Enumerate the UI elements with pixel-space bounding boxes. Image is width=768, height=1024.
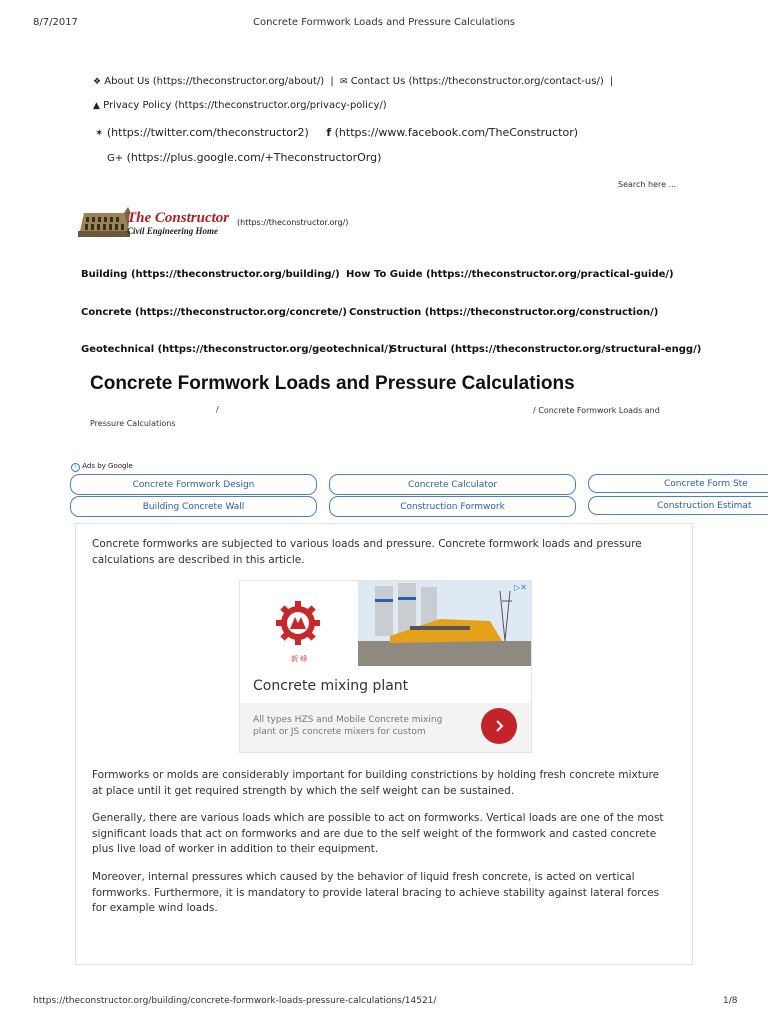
ad-pill[interactable]: Concrete Form Ste bbox=[588, 474, 768, 493]
logo-link[interactable]: (https://theconstructor.org/) bbox=[237, 218, 349, 227]
nav-building[interactable]: Building (https://theconstructor.org/building/) bbox=[81, 269, 340, 280]
ad-description: All types HZS and Mobile Concrete mixing plant or JS concrete mixers for custom bbox=[253, 715, 443, 737]
colosseum-icon bbox=[78, 207, 130, 239]
google-plus-icon: G+ bbox=[107, 153, 124, 164]
logo-image[interactable] bbox=[78, 207, 130, 239]
breadcrumb-sep: / bbox=[216, 405, 219, 414]
facebook-link[interactable]: (https://www.facebook.com/TheConstructor) bbox=[334, 126, 579, 139]
page-number: 1/8 bbox=[723, 996, 738, 1006]
ad-brand-text: 新 峰 bbox=[291, 655, 308, 663]
contact-link[interactable]: Contact Us (https://theconstructor.org/contact-us/) bbox=[350, 76, 604, 87]
print-url: https://theconstructor.org/building/concrete-formwork-loads-pressure-calculations/14521/ bbox=[33, 996, 437, 1006]
print-date: 8/7/2017 bbox=[33, 17, 78, 28]
nav-howto[interactable]: How To Guide (https://theconstructor.org/practical-guide/) bbox=[346, 269, 674, 280]
ad-info-icon: i bbox=[71, 463, 80, 472]
breadcrumb-current: / Concrete Formwork Loads and bbox=[533, 406, 660, 415]
top-links-row2 bbox=[93, 100, 387, 111]
twitter-link[interactable]: (https://twitter.com/theconstructor2) bbox=[106, 126, 309, 139]
ad-arrow-button[interactable] bbox=[481, 708, 517, 744]
ad-choices-icon[interactable]: ▷✕ bbox=[514, 583, 527, 592]
top-links-row1: ❖ About Us (https://theconstructor.org/about/) | ✉ Contact Us (https://theconstructor.org/contact-us/) | bbox=[93, 76, 614, 87]
nav-concrete[interactable]: Concrete (https://theconstructor.org/concrete/) bbox=[81, 307, 347, 318]
breadcrumb-current-cont: Pressure Calculations bbox=[90, 419, 176, 428]
paragraph: Moreover, internal pressures which caused by the behavior of liquid fresh concrete, is acted on vertical formworks. Furthermore, it is mandatory to provide lateral bracing to achieve stability against lateral forces for example wind loads. bbox=[92, 871, 660, 914]
search-input[interactable]: Search here ... bbox=[618, 180, 677, 189]
facebook-icon: f bbox=[326, 126, 332, 139]
print-title: Concrete Formwork Loads and Pressure Calculations bbox=[252, 17, 516, 28]
google-row bbox=[107, 151, 381, 164]
ads-label: i Ads by Google bbox=[71, 462, 133, 472]
ad-pill[interactable]: Concrete Calculator bbox=[329, 474, 576, 495]
paragraph: Concrete formworks are subjected to various loads and pressure. Concrete formwork loads and pressure calculations are described in this article. bbox=[92, 538, 642, 566]
logo-name[interactable]: The Constructor bbox=[127, 210, 230, 226]
page-title: Concrete Formwork Loads and Pressure Calculations bbox=[90, 373, 575, 394]
about-link[interactable]: About Us (https://theconstructor.org/about/) bbox=[104, 76, 325, 87]
twitter-icon: ✶ bbox=[95, 128, 104, 139]
ad-unit[interactable] bbox=[239, 580, 532, 753]
nav-construction[interactable]: Construction (https://theconstructor.org/construction/) bbox=[349, 307, 659, 318]
ad-image bbox=[240, 581, 531, 666]
google-link[interactable]: (https://plus.google.com/+TheconstructorOrg) bbox=[126, 151, 382, 164]
social-row bbox=[95, 126, 578, 139]
ad-pill[interactable]: Construction Formwork bbox=[329, 496, 576, 517]
logo-tagline: Civil Engineering Home bbox=[127, 226, 219, 236]
ad-pill[interactable]: Building Concrete Wall bbox=[70, 496, 317, 517]
warning-icon: ▲ bbox=[93, 101, 100, 111]
paragraph: Generally, there are various loads which are possible to act on formworks. Vertical loads are one of the most significant loads that act on formworks and are due to the self weight of the formwork and casted concrete plus live load of worker in addition to their equipment. bbox=[92, 812, 664, 855]
ad-pill[interactable]: Concrete Formwork Design bbox=[70, 474, 317, 495]
chevron-right-icon bbox=[492, 719, 506, 733]
info-icon: ❖ bbox=[93, 77, 102, 87]
mail-icon: ✉ bbox=[339, 77, 348, 87]
nav-structural[interactable]: Structural (https://theconstructor.org/structural-engg/) bbox=[390, 344, 702, 355]
ad-title[interactable]: Concrete mixing plant bbox=[253, 678, 409, 694]
paragraph: Formworks or molds are considerably important for building constrictions by holding fresh concrete mixture at place until it get required strength by which the self weight can be sustained. bbox=[92, 769, 660, 797]
nav-geotechnical[interactable]: Geotechnical (https://theconstructor.org/geotechnical/) bbox=[81, 344, 393, 355]
privacy-link[interactable]: Privacy Policy (https://theconstructor.org/privacy-policy/) bbox=[103, 100, 387, 111]
ad-pill[interactable]: Construction Estimat bbox=[588, 496, 768, 515]
